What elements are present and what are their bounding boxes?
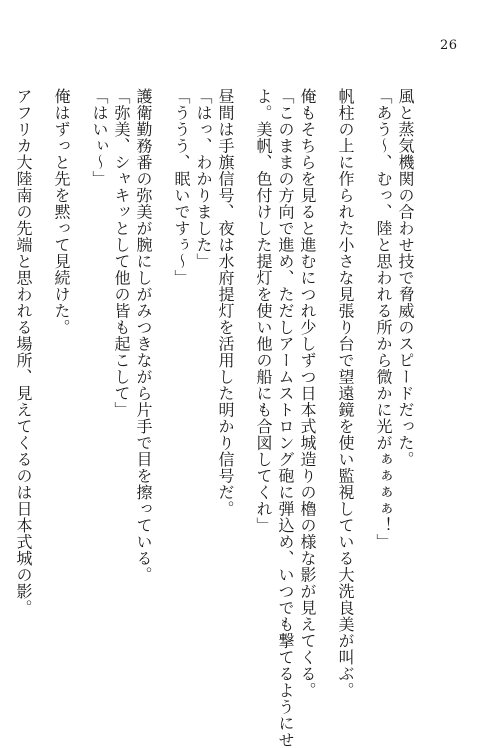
text-line: 帆柱の上に作られた小さな見張り台で望遠鏡を使い監視している大洗良美が叫ぶ。 [336, 88, 355, 699]
text-line: 「はいぃ〜」 [90, 88, 109, 187]
text-line: 風と蒸気機関の合わせ技で脅威のスピードだった。 [396, 88, 415, 468]
page-number: 26 [440, 38, 458, 53]
text-line: 護衛勤務番の弥美が腕にしがみつきながら片手で目を擦っている。 [134, 88, 153, 583]
text-line: 俺もそちらを見ると進むにつれ少しずつ日本式城造りの櫓の様な影が見えてくる。 [298, 88, 317, 699]
text-line: 俺はずっと先を黙って見続けた。 [52, 88, 71, 336]
text-line: 「このままの方向で進め、ただしアームストロング砲に弾込め、いつでも撃てるようにせ [276, 88, 295, 748]
text-line: 昼間は手旗信号、夜は水府提灯を活用した明かり信号だ。 [216, 88, 235, 517]
text-line: アフリカ大陸南の先端と思われる場所、見えてくるのは日本式城の影。 [14, 88, 33, 616]
body-text [14, 88, 432, 748]
text-line: 「はっ、わかりました」 [194, 88, 213, 270]
text-line: 「ううう、眠いですぅ〜」 [172, 88, 191, 286]
text-line: 「弥美、シャキッとして他の皆も起こして」 [112, 88, 131, 418]
text-line [0, 88, 12, 648]
text-line: よ。美帆、色付けした提灯を使い他の船にも合図してくれ」 [254, 88, 273, 534]
text-line: 「あう〜、むっ、陸と思われる所から微かに光がぁぁぁぁ！」 [374, 88, 393, 550]
